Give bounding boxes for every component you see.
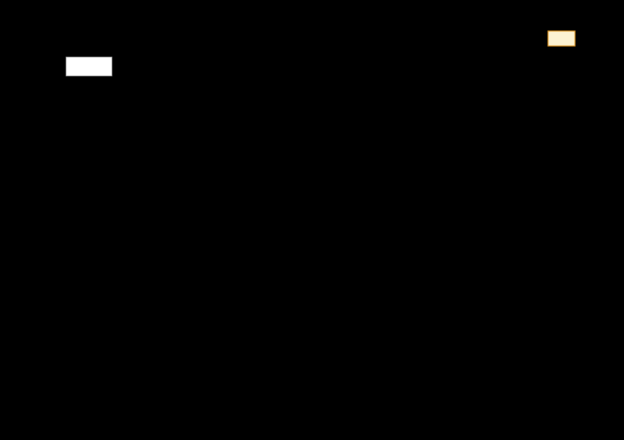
approach-info-box bbox=[66, 57, 112, 76]
tour-number-badge bbox=[548, 31, 575, 46]
